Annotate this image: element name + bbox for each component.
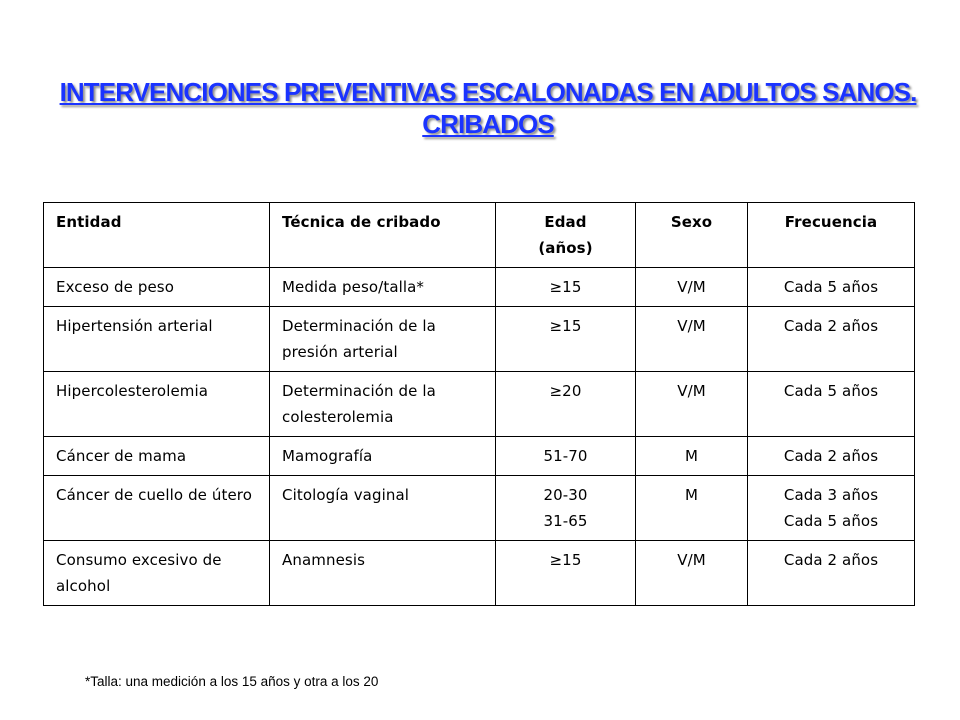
header-entidad: Entidad <box>44 203 270 268</box>
cell-tecnica: Mamografía <box>270 437 496 476</box>
cell-tecnica: Citología vaginal <box>270 476 496 541</box>
cell-tecnica: Anamnesis <box>270 541 496 606</box>
cell-edad: ≥15 <box>496 541 636 606</box>
cell-entidad: Consumo excesivo de alcohol <box>44 541 270 606</box>
cell-tecnica: Medida peso/talla* <box>270 268 496 307</box>
table-row <box>44 476 915 541</box>
table-header-row <box>44 203 915 268</box>
cell-edad: ≥15 <box>496 307 636 372</box>
cell-entidad: Cáncer de mama <box>44 437 270 476</box>
cell-sexo: M <box>636 476 748 541</box>
header-frecuencia: Frecuencia <box>748 203 915 268</box>
cell-frecuencia: Cada 5 años <box>748 268 915 307</box>
screening-table <box>43 202 915 606</box>
header-edad-line-2: (años) <box>538 239 593 257</box>
cell-entidad: Hipercolesterolemia <box>44 372 270 437</box>
cell-tecnica: Determinación de la colesterolemia <box>270 372 496 437</box>
cell-frecuencia: Cada 2 años <box>748 541 915 606</box>
table-row <box>44 541 915 606</box>
cell-frecuencia <box>748 476 915 541</box>
table-row <box>44 372 915 437</box>
table-row <box>44 437 915 476</box>
cell-edad: 51-70 <box>496 437 636 476</box>
cell-edad: ≥20 <box>496 372 636 437</box>
header-sexo: Sexo <box>636 203 748 268</box>
cell-frecuencia-line-1: Cada 3 años <box>783 486 879 504</box>
cell-sexo: V/M <box>636 268 748 307</box>
cell-frecuencia: Cada 5 años <box>748 372 915 437</box>
footnote: *Talla: una medición a los 15 años y otra a los 20 <box>85 674 379 689</box>
table-row <box>44 307 915 372</box>
cell-edad-line-1: 20-30 <box>543 486 588 504</box>
cell-edad-line-2: 31-65 <box>543 512 588 530</box>
header-tecnica: Técnica de cribado <box>270 203 496 268</box>
cell-sexo: V/M <box>636 307 748 372</box>
header-edad <box>496 203 636 268</box>
cell-edad: ≥15 <box>496 268 636 307</box>
table-row <box>44 268 915 307</box>
cell-sexo: M <box>636 437 748 476</box>
cell-frecuencia: Cada 2 años <box>748 307 915 372</box>
cell-tecnica: Determinación de la presión arterial <box>270 307 496 372</box>
cell-sexo: V/M <box>636 372 748 437</box>
cell-entidad: Hipertensión arterial <box>44 307 270 372</box>
cell-frecuencia-line-2: Cada 5 años <box>783 512 879 530</box>
header-edad-line-1: Edad <box>544 213 587 231</box>
slide-title-line-2: CRIBADOS <box>422 109 554 139</box>
cell-entidad: Cáncer de cuello de útero <box>44 476 270 541</box>
cell-frecuencia: Cada 2 años <box>748 437 915 476</box>
cell-sexo: V/M <box>636 541 748 606</box>
slide-title-line-1: INTERVENCIONES PREVENTIVAS ESCALONADAS EN ADULTOS SANOS. <box>59 77 917 107</box>
cell-entidad: Exceso de peso <box>44 268 270 307</box>
slide-title <box>0 76 960 140</box>
cell-edad <box>496 476 636 541</box>
